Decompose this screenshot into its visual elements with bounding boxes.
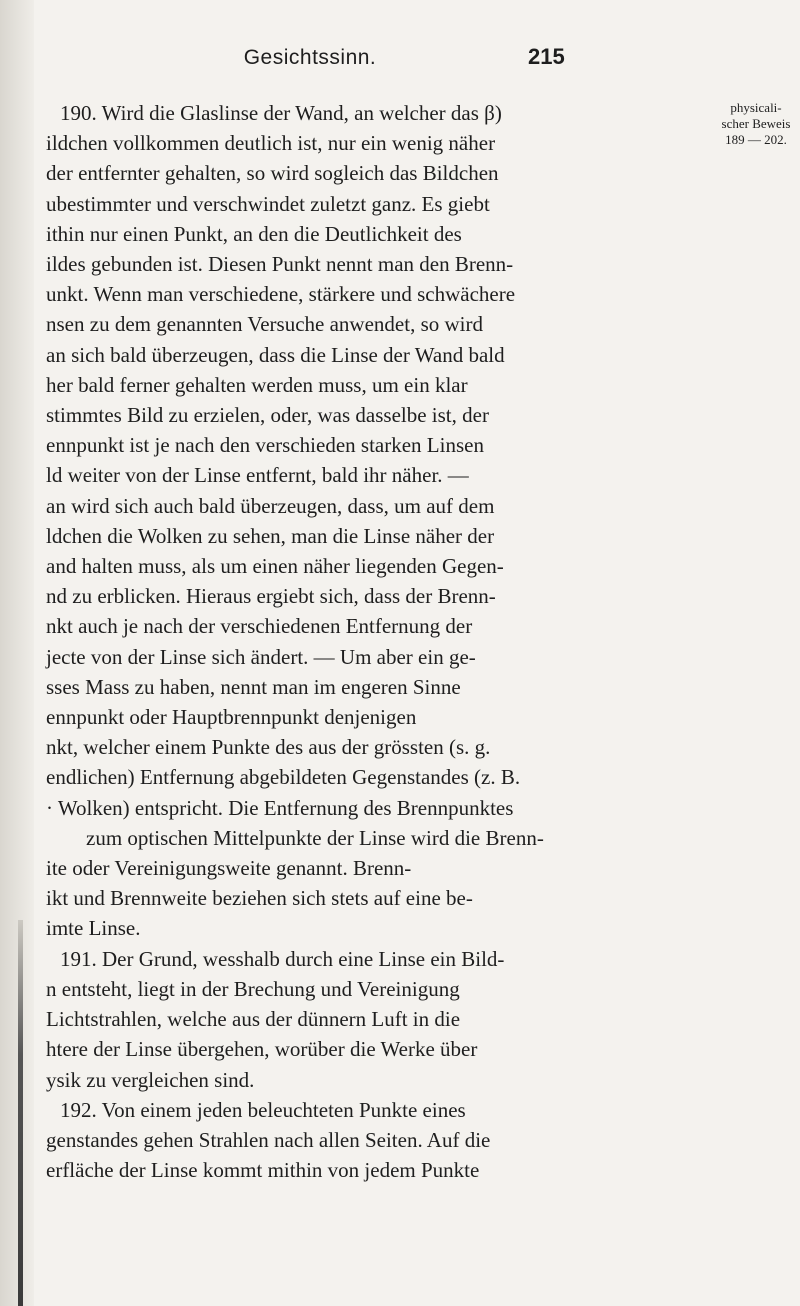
text-line: zum optischen Mittelpunkte der Linse wird die Brenn- [86,825,544,850]
text-line: imte Linse. [46,916,141,941]
text-line: nd zu erblicken. Hieraus ergiebt sich, dass der Brenn- [46,584,496,609]
binding-edge [18,920,23,1306]
text-line: htere der Linse übergehen, worüber die Werke über [46,1037,478,1062]
margin-note [712,100,800,148]
text-line: 191. Der Grund, wesshalb durch eine Linse ein Bild- [60,946,505,971]
text-line: stimmtes Bild zu erzielen, oder, was dasselbe ist, der [46,403,489,428]
text-line: sses Mass zu haben, nennt man im engeren Sinne [46,674,461,699]
text-line: 192. Von einem jeden beleuchteten Punkte eines [60,1097,466,1122]
text-line: her bald ferner gehalten werden muss, um ein klar [46,372,468,397]
text-line: an sich bald überzeugen, dass die Linse der Wand bald [46,342,505,367]
margin-note-line: physicali- [730,100,782,115]
text-line: unkt. Wenn man verschiedene, stärkere und schwächere [46,282,516,307]
text-line: ithin nur einen Punkt, an den die Deutlichkeit des [46,221,462,246]
text-line: jecte von der Linse sich ändert. — Um aber ein ge- [46,644,476,669]
text-line: genstandes gehen Strahlen nach allen Seiten. Auf die [46,1127,491,1152]
text-line: ld weiter von der Linse entfernt, bald ihr näher. — [46,463,469,488]
body-text [46,98,710,1185]
page-number: 215 [528,44,565,69]
text-line: ennpunkt ist je nach den verschieden starken Linsen [46,433,484,458]
text-line: ldchen die Wolken zu sehen, man die Linse näher der [46,523,495,548]
text-line: erfläche der Linse kommt mithin von jedem Punkte [46,1158,480,1183]
text-line: nsen zu dem genannten Versuche anwendet, so wird [46,312,483,337]
text-line: Lichtstrahlen, welche aus der dünnern Luft in die [46,1007,461,1032]
text-line: ennpunkt oder Hauptbrennpunkt denjenigen [46,705,417,730]
text-line: endlichen) Entfernung abgebildeten Gegenstandes (z. B. [46,765,521,790]
text-line: ildes gebunden ist. Diesen Punkt nennt man den Brenn- [46,252,514,277]
text-line: ikt und Brennweite beziehen sich stets auf eine be- [46,886,473,911]
text-line: · Wolken) entspricht. Die Entfernung des Brennpunktes [46,795,514,820]
text-line: der entfernter gehalten, so wird sogleich das Bildchen [46,161,499,186]
text-line: an wird sich auch bald überzeugen, dass, um auf dem [46,493,495,518]
text-line: ubestimmter und verschwindet zuletzt ganz. Es giebt [46,191,490,216]
text-line: nkt, welcher einem Punkte des aus der grössten (s. g. [46,735,491,760]
text-line: ite oder Vereinigungsweite genannt. Brenn- [46,856,412,881]
text-line: ildchen vollkommen deutlich ist, nur ein wenig näher [46,131,496,156]
text-line: n entsteht, liegt in der Brechung und Vereinigung [46,976,460,1001]
margin-note-line: 189 — 202. [725,132,787,147]
margin-note-line: scher Beweis [721,116,791,131]
text-line: nkt auch je nach der verschiedenen Entfernung der [46,614,473,639]
text-line: 190. Wird die Glaslinse der Wand, an welcher das β) [60,101,502,125]
running-header-title: Gesichtssinn. [243,46,377,69]
text-line: ysik zu vergleichen sind. [46,1067,255,1092]
binding-shadow [0,0,34,1306]
text-line: and halten muss, als um einen näher liegenden Gegen- [46,554,504,579]
